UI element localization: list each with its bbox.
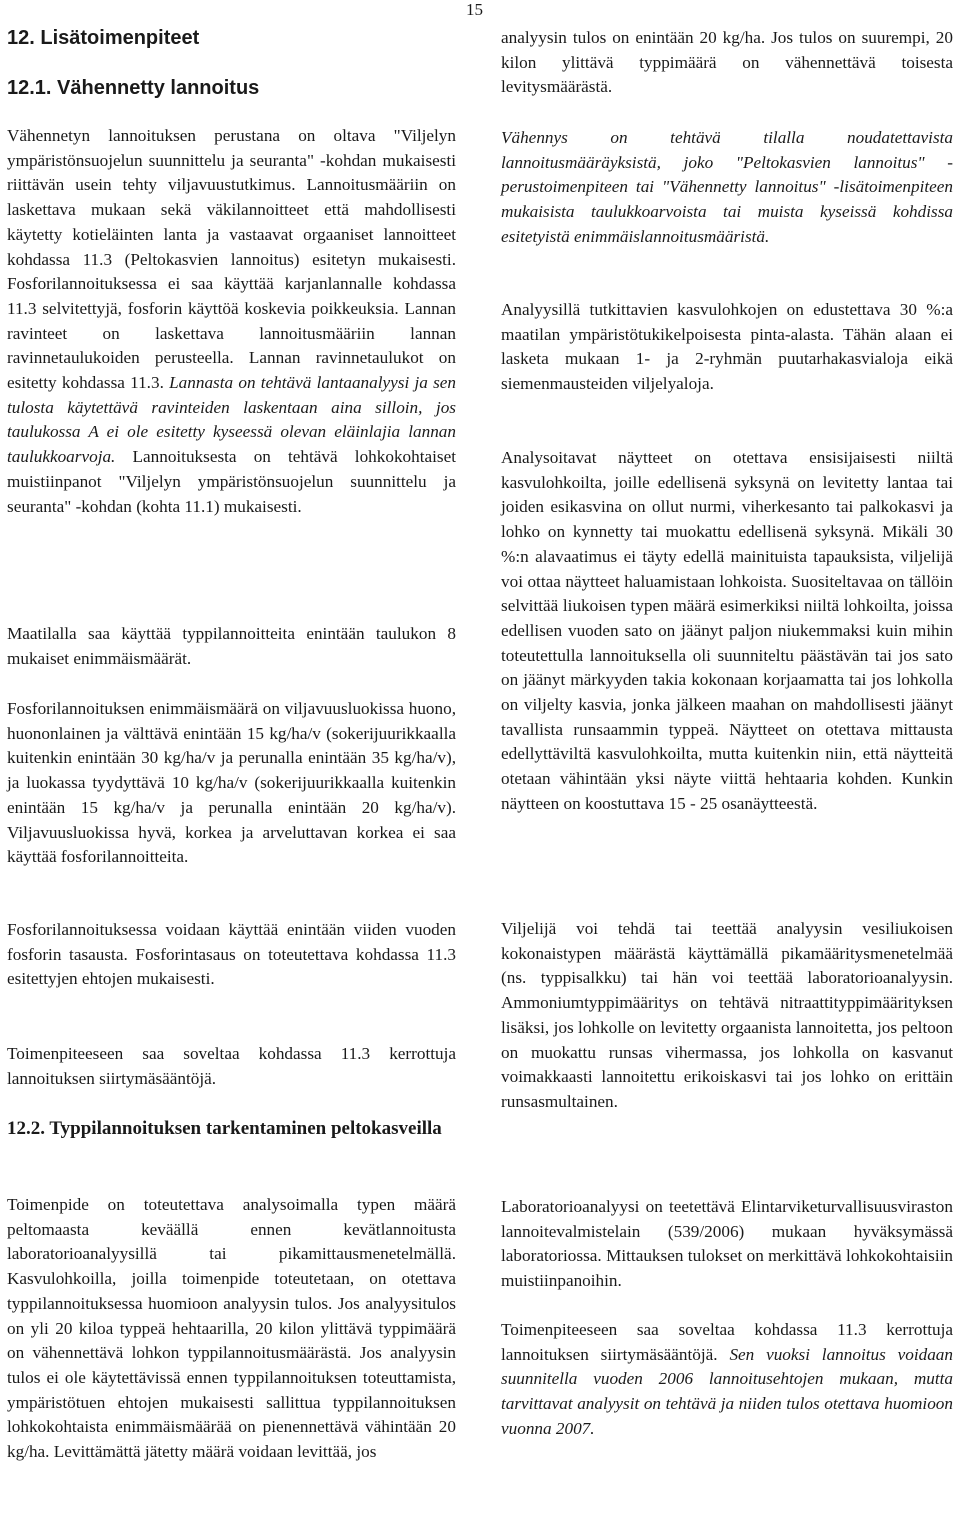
paragraph-text: Vähennetyn lannoituksen perustana on oltava "Viljelyn ympäristönsuojelun suunnittelu ja seuranta" -kohdan mukaisesti riittävän usein tehty viljavuustutkimus. Lannoitusmääriin on laskettava mukaan sekä väkilannoitteet että mahdollisesti käytetty kotieläinten lanta ja vastaavat orgaaniset lannoitteet kohdassa 11.3 (Peltokasvien lannoitus) esitetyn mukaisesti. Fosforilannoituksessa ei saa käyttää karjanlannalle kohdassa 11.3 selvitettyjä, fosforin käyttöä koskevia poikkeuksia. Lannan ravinteet on laskettava lannoitusmääriin lannan ravinnetaulukoiden perusteella. Lannan ravinnetaulukot on esitetty kohdassa 11.3. (7, 126, 456, 393)
paragraph-nitrogen-limits: Maatilalla saa käyttää typpilannoitteita enintään taulukon 8 mukaiset enimmäismäärät. (7, 624, 456, 668)
subsection-heading-12-2: 12.2. Typpilannoituksen tarkentaminen peltokasveilla (7, 1118, 442, 1139)
paragraph-text: Lannoituksesta on tehtävä lohkokohtaiset muistiinpanot "Viljelyn ympäristönsuojelun suunnittelu ja seuranta" -kohdan (kohta 11.1) mukaisesti. (7, 447, 456, 516)
paragraph-area-requirement: Analyysillä tutkittavien kasvulohkojen on edustettava 30 %:a maatilan ympäristötukikelpoisesta pinta-alasta. Tähän alaan ei lasketa mukaan 1- ja 2-ryhmän puutarhakasvialoja eikä siemenmausteiden viljelyaloja. (501, 300, 953, 394)
italic-text: Lannasta on tehtävä lantaanalyysi ja sen tulosta käytettävä ravinteiden laskentaan aina silloin, jos taulukossa A ei ole esitetty kyseessä olevan eläinlajia lannan taulukkoarvoja. (7, 373, 456, 467)
paragraph-analysis-methods: Viljelijä voi tehdä tai teettää analyysin vesiliukoisen kokonaistypen määrästä käyttämällä pikamääritysmenetelmää (ns. typpisalkku) tai hän voi teettää laboratorioanalyysin. Ammoniumtyppimääritys on tehtävä nitraattityppimäärityksen lisäksi, jos lohkolle on levitetty orgaanista lannoitetta, jos peltoon on muokattu runsas vihermassa, jos lohkolla on kasvanut voimakkaasti lannoitettu erikoiskasvi tai jos lohko on erittäin runsasmultainen. (501, 919, 953, 1111)
paragraph-phosphorus-balancing: Fosforilannoituksessa voidaan käyttää enintään viiden vuoden fosforin tasausta. Fosforintasaus on toteutettava kohdassa 11.3 esitettyjen ehtojen mukaisesti. (7, 920, 456, 989)
paragraph-sampling: Analysoitavat näytteet on otettava ensisijaisesti niiltä kasvulohkoilta, joille edellisenä syksynä on levitetty lantaa tai joiden esikasvina on ollut nurmi, viherkesanto tai palkokasvi ja lohko on kynnetty tai muokattu edellisenä syksynä. Mikäli 30 %:n alavaatimus ei täyty edellä mainituista tapauksista, viljelijä voi ottaa näytteet haluamistaan lohkoista. Suositeltavaa on tällöin selvittää liukoisen typen määrä esimerkiksi niiltä lohkoilta, joissa edellisen vuoden sato on jäänyt paljon niukemmaksi kuin mihin toteutettulla lannoituksella oli suunniteltu päästävän tai jos sato on jäänyt märkyyden takia kokonaan korjaamatta tai jos lohkolla on viljelty kasvia, jonka jälkeen maahan on mahdollisesti jäänyt tavallista runsaammin typpeä. Näytteet on otettava mittausta edellyttäviltä kasvulohkoilta, mutta kuitenkin niin, että näytteitä otetaan vähintään yksi näyte viittä hehtaaria kohden. Kunkin näytteen on koostuttava 15 - 25 osanäytteestä. (501, 448, 953, 813)
paragraph-nitrogen-analysis: Toimenpide on toteutettava analysoimalla typen määrä peltomaasta keväällä ennen kevätlannoitusta laboratorioanalyysillä tai pikamittausmenetelmällä. Kasvulohkoilla, joilla toimenpide toteutetaan, on otettava typpilannoituksessa huomioon analyysin tulos. Jos analyysitulos on yli 20 kiloa typpeä hehtaarilla, 20 kilon ylittävä typpimäärä on vähennettävä lohkon typpilannoitusmäärästä. Jos analyysin tulos ei ole käytettävissä ennen typpilannoituksen toteuttamista, ympäristötuen ehtojen mukaisesti sallittua typpilannoituksen lohkokohtaista enimmäismäärää on pienennettävä vähintään 20 kg/ha. Levittämättä jätetty määrä voidaan levittää, jos (7, 1195, 456, 1462)
paragraph-analysis-result: analyysin tulos on enintään 20 kg/ha. Jos tulos on suurempi, 20 kilon ylittävä typpimäärä on vähennettävä toisesta levitysmäärästä. (501, 28, 953, 97)
paragraph-laboratory: Laboratorioanalyysi on teetettävä Elintarviketurvallisuusviraston lannoitevalmistelain (539/2006) mukaan hyväksymässä laboratoriossa. Mittauksen tulokset on merkittävä lohkokohtaisiin muistiinpanoihin. (501, 1197, 953, 1291)
paragraph-transition-2006 (501, 1318, 953, 1442)
paragraph-reduced-fertilization-basis (7, 124, 456, 519)
section-heading: 12. Lisätoimenpiteet (7, 27, 200, 49)
paragraph-text: Toimenpiteeseen saa soveltaa kohdassa 11.3 kerrottuja lannoituksen siirtymäsääntöjä. (501, 1320, 953, 1364)
page-number: 15 (466, 0, 483, 19)
paragraph-reduction-rule: Vähennys on tehtävä tilalla noudatettavista lannoitusmääräyksistä, joko "Peltokasvien lannoitus" -perustoimenpiteen tai "Vähennetty lannoitus" -lisätoimenpiteen mukaisista taulukkoarvoista tai muista kyseissä kohdissa esitetyistä enimmäislannoitusmääristä. (501, 128, 953, 246)
italic-text: Sen vuoksi lannoitus voidaan suunnitella vuoden 2006 lannoitusehtojen mukaan, mutta tarvittavat analyysit on tehtävä ja niiden tulos otettava huomioon vuonna 2007. (501, 1344, 953, 1438)
subsection-heading-12-1: 12.1. Vähennetty lannoitus (7, 77, 260, 99)
paragraph-phosphorus-limits: Fosforilannoituksen enimmäismäärä on viljavuusluokissa huono, huononlainen ja välttävä enintään 15 kg/ha/v (sokerijuurikkaalla kuitenkin enintään 30 kg/ha/v ja perunalla enintään 35 kg/ha/v), ja luokassa tyydyttävä 10 kg/ha/v (sokerijuurikkaalla kuitenkin enintään 15 kg/ha/v ja perunalla enintään 20 kg/ha/v). Viljavuusluokissa hyvä, korkea ja arveluttavan korkea ei saa käyttää fosforilannoitteita. (7, 699, 456, 867)
paragraph-transition-rules: Toimenpiteeseen saa soveltaa kohdassa 11.3 kerrottuja lannoituksen siirtymäsääntöjä. (7, 1044, 456, 1088)
